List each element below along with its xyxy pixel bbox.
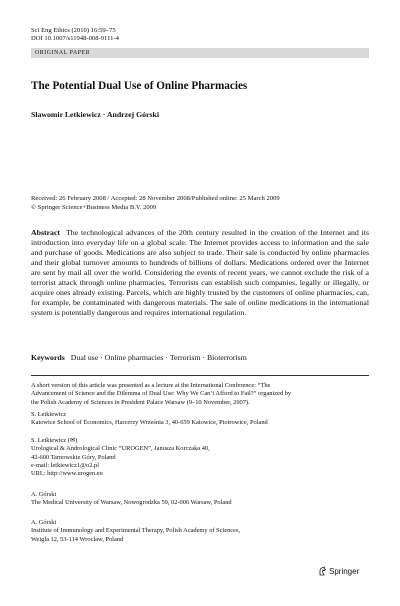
footnote-line: Advancement of Science and the Dilemma of Dual Use: Why We Can’t Afford to Fail?” organized by [31, 390, 292, 398]
affiliation-block [31, 437, 369, 478]
received-accepted-dates: Received: 26 February 2008 / Accepted: 28 November 2008/Published online: 25 March 2009 [31, 195, 280, 202]
affiliation-block [31, 519, 369, 544]
keywords [31, 353, 247, 362]
article-type-label: ORIGINAL PAPER [35, 50, 91, 56]
affiliation-address: 42-600 Tarnowskie Góry, Poland [31, 453, 116, 461]
journal-citation: Sci Eng Ethics (2010) 16:59–75 [31, 27, 116, 34]
publication-dates [31, 195, 371, 212]
journal-info [31, 27, 119, 44]
footnote-divider [31, 375, 369, 376]
affiliation-author: A. Górski [31, 519, 57, 526]
copyright-line: © Springer Science+Business Media B.V. 2009 [31, 203, 157, 211]
affiliation-address: Institute of Immunology and Experimental Therapy, Polish Academy of Sciences, [31, 527, 241, 535]
publisher-logo [318, 566, 359, 576]
keywords-heading: Keywords [31, 353, 65, 362]
abstract [31, 228, 369, 318]
abstract-text: The technological advances of the 20th century resulted in the creation of the Internet and its introduction into everyday life on a global scale. The Internet provides access to information and the sale and purchase of goods. Medications are also subject to trade. Their sale is conducted by online pharmacies and their global turnover amounts to hundreds of billions of dollars. Medications ordered over the Internet are sent by mail all over the world. Considering the events of recent years, we cannot exclude the risk of a terrorist attack through online pharmacies. Terrorists can establish such companies, legally or illegally, or acquire ones already existing. Parcels, which are highly trusted by the customers of online pharmacies, can, for example, be contaminated with dangerous materials. The sale of online medications in the international system is potentially dangerous and requires international regulation. [31, 228, 369, 318]
footnote [31, 382, 369, 407]
affiliation-author: S. Letkiewicz [31, 411, 67, 418]
affiliation-block [31, 411, 369, 428]
footnote-line: the Polish Academy of Sciences in President Palace Warsaw (9–10 November, 2007). [31, 398, 250, 406]
article-type-banner [31, 48, 369, 58]
author-list: Sławomir Letkiewicz · Andrzej Górski [31, 110, 160, 119]
publisher-name: Springer [329, 566, 360, 576]
doi: DOI 10.1007/s11948-008-9111-4 [31, 35, 119, 43]
affiliation-address: The Medical University of Warsaw, Nowogrodzka 59, 02-006 Warsaw, Poland [31, 499, 232, 507]
keywords-text: Dual use · Online pharmacies · Terrorism · Bioterrorism [70, 353, 247, 362]
affiliation-address: Katowice School of Economics, Harcerzy Września 3, 40-659 Katowice, Piotrowice, Poland [31, 419, 268, 427]
affiliation-block [31, 491, 369, 508]
affiliation-url: URL: http://www.urogen.eu [31, 470, 103, 478]
footnote-line: A short version of this article was presented as a lecture at the International Conference: “The [31, 382, 271, 389]
affiliation-address: Urological & Andrological Clinic “UROGEN”, Janusza Korczaka 40, [31, 445, 210, 453]
springer-horse-icon [318, 566, 327, 576]
affiliation-author: A. Górski [31, 491, 57, 498]
abstract-heading: Abstract [31, 228, 61, 237]
paper-title: The Potential Dual Use of Online Pharmacies [31, 80, 248, 92]
affiliation-address: Weigla 12, 53-114 Wroclaw, Poland [31, 535, 124, 543]
affiliation-email: e-mail: letkiewicz1@o2.pl [31, 461, 99, 469]
affiliation-author: S. Letkiewicz (✉) [31, 437, 78, 444]
